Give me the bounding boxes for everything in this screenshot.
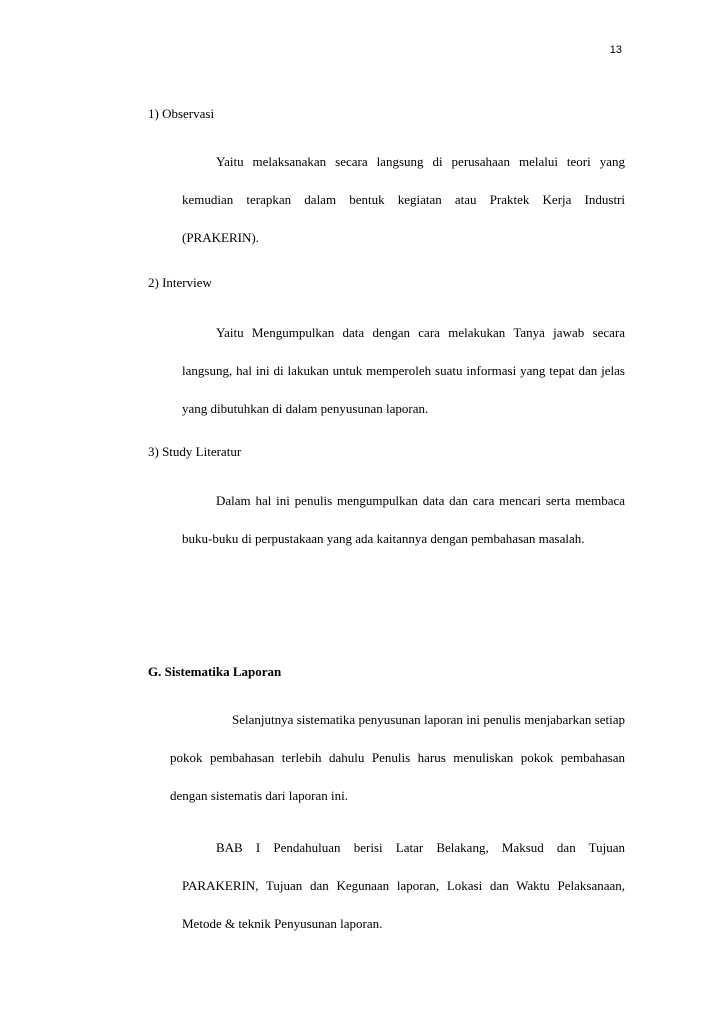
list-item-label: 1) Observasi xyxy=(148,106,215,121)
list-item-paragraph: Yaitu Mengumpulkan data dengan cara melakukan Tanya jawab secara langsung, hal ini di lakukan untuk memperoleh suatu informasi yang tepat dan jelas yang dibutuhkan di dalam penyusunan laporan. xyxy=(182,325,625,416)
page-number: 13 xyxy=(609,44,622,56)
section-heading: G. Sistematika Laporan xyxy=(148,664,282,679)
list-item-label: 3) Study Literatur xyxy=(148,444,242,459)
list-item-label: 2) Interview xyxy=(148,275,212,290)
list-item-paragraph: Yaitu melaksanakan secara langsung di perusahaan melalui teori yang kemudian terapkan dalam bentuk kegiatan atau Praktek Kerja Industri (PRAKERIN). xyxy=(182,154,625,245)
section-paragraph: BAB I Pendahuluan berisi Latar Belakang, Maksud dan Tujuan PARAKERIN, Tujuan dan Kegunaan laporan, Lokasi dan Waktu Pelaksanaan, Metode & teknik Penyusunan laporan. xyxy=(182,840,625,931)
list-item-paragraph: Dalam hal ini penulis mengumpulkan data dan cara mencari serta membaca buku-buku di perpustakaan yang ada kaitannya dengan pembahasan masalah. xyxy=(182,493,625,546)
section-paragraph: Selanjutnya sistematika penyusunan laporan ini penulis menjabarkan setiap pokok pembahasan terlebih dahulu Penulis harus menuliskan pokok pembahasan dengan sistematis dari laporan ini. xyxy=(170,712,625,803)
